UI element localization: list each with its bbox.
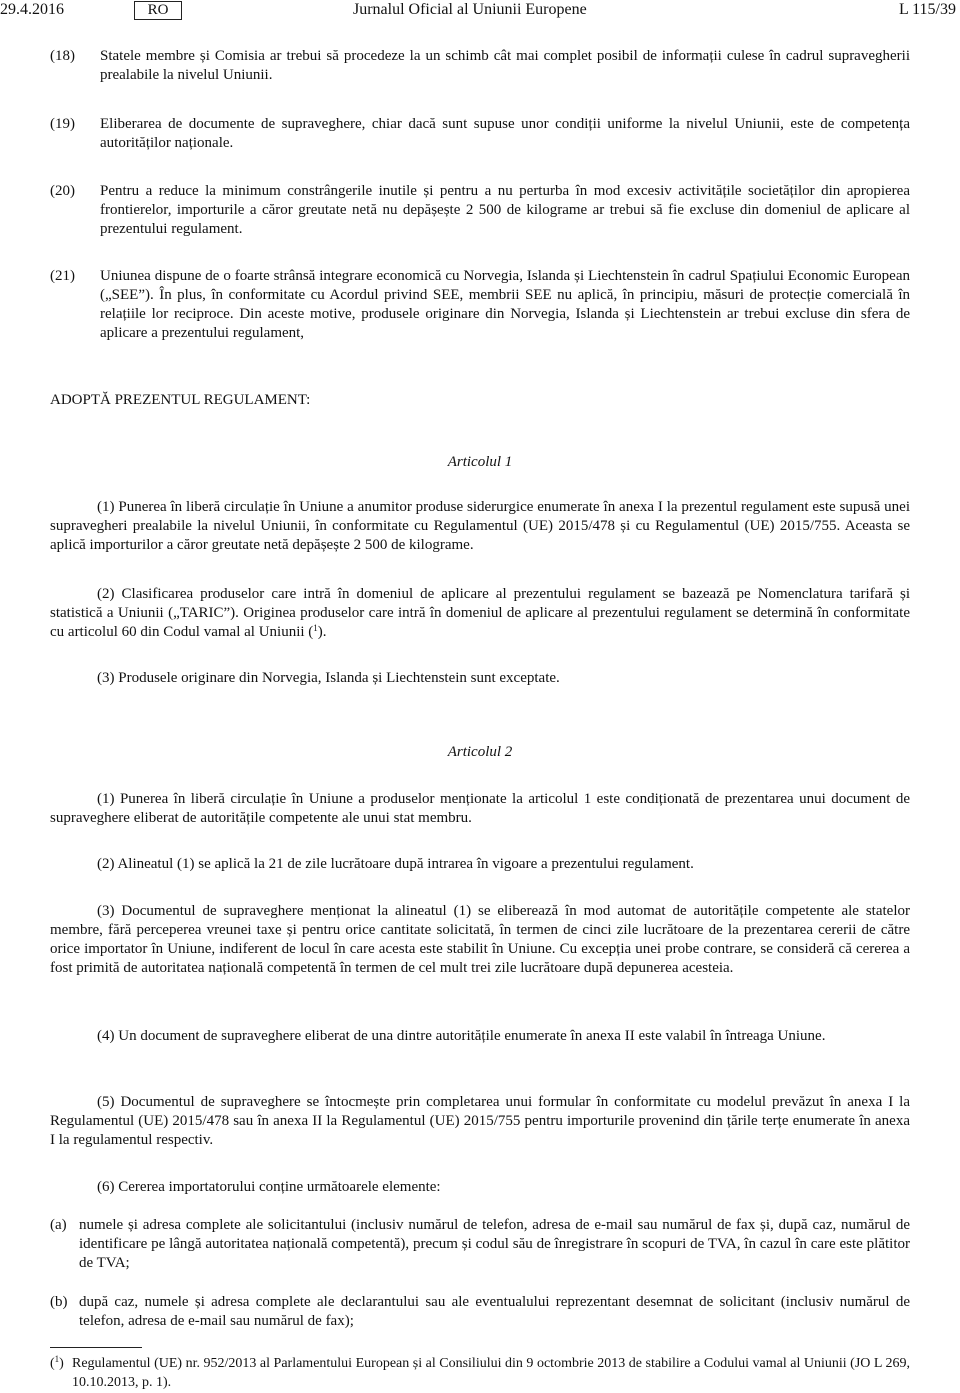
header-journal-title: Jurnalul Oficial al Uniunii Europene: [353, 1, 587, 18]
paragraph-text: Documentul de supraveghere menționat la alineatul (1) se eliberează în mod automat de autoritățile competente ale statelor membre, fără perceperea vreunei taxe și pentru orice cantitate solicitată, în termen de cinci zile lucrătoare de la prezentarea cererii de către orice importator în Uniune, indiferent de locul în care acesta este stabilit în Uniune. Cu excepția unei probe contrare, se consideră că cererea a fost primită de autoritatea națională competentă în termen de cel mult trei zile lucrătoare după depunerea acesteia.: [50, 903, 910, 976]
recital-number: (20): [50, 183, 75, 199]
header-language-box: RO: [134, 1, 182, 20]
article-paragraph: [50, 1178, 910, 1197]
paragraph-number: (1): [97, 791, 115, 807]
recital-text: Pentru a reduce la minimum constrângerile inutile și pentru a nu perturba în mod excesiv activitățile societăților din apropierea frontierelor, importurile a căror greutate netă nu depășește 2 500 de kilograme ar trebui să fie excluse din domeniul de aplicare al prezentului regulament.: [100, 183, 910, 237]
paragraph-text: Produsele originare din Norvegia, Islanda și Liechtenstein sunt exceptate.: [118, 670, 560, 686]
article-paragraph: [50, 669, 910, 688]
paragraph-text: Punerea în liberă circulație în Uniune a produselor menționate la articolul 1 este condiționată de prezentarea unui document de supraveghere eliberat de autoritățile competente ale unui stat membru.: [50, 791, 910, 826]
article-2-title: Articolul 2: [447, 744, 513, 760]
paragraph-number: (1): [97, 499, 115, 515]
footnote-number: ($^1$): [50, 1354, 64, 1371]
header-date: 29.4.2016: [0, 1, 64, 18]
article-paragraph: [50, 855, 910, 874]
paragraph-text: Cererea importatorului conține următoarele elemente:: [118, 1179, 441, 1195]
paragraph-text: Un document de supraveghere eliberat de una dintre autoritățile enumerate în anexa II este valabil în întreaga Uniune.: [118, 1028, 826, 1044]
article-paragraph: [50, 1093, 910, 1150]
paragraph-number: (5): [97, 1094, 115, 1110]
article-paragraph: [50, 585, 910, 642]
recital-text: Eliberarea de documente de supraveghere, chiar dacă sunt supuse unor condiții uniforme la nivelul Uniunii, este de competența autorităților naționale.: [100, 116, 910, 151]
adoption-formula: ADOPTĂ PREZENTUL REGULAMENT:: [50, 392, 311, 408]
paragraph-text: Punerea în liberă circulație în Uniune a anumitor produse siderurgice enumerate în anexa I la prezentul regulament este supusă unei supravegheri prealabile la nivelul Uniunii, în conformitate cu Regulamentul (UE) 2015/478 și cu Regulamentul (UE) 2015/755. Aceasta se aplică importurilor a căror greutate netă depășește 2 500 de kilograme.: [50, 499, 911, 553]
list-item-text: după caz, numele și adresa complete ale declarantului sau ale eventualului reprezentant desemnat de solicitant (inclusiv numărul de telefon, adresa de e-mail sau numărul de fax);: [79, 1294, 910, 1329]
recital-number: (18): [50, 48, 75, 64]
header-page-number: L 115/39: [898, 1, 956, 18]
paragraph-number: (3): [97, 670, 115, 686]
footnote-text: Regulamentul (UE) nr. 952/2013 al Parlamentului European și al Consiliului din 9 octombrie 2013 de stabilire a Codului vamal al Uniunii (JO L 269, 10.10.2013, p. 1).: [72, 1356, 910, 1390]
recital-number: (21): [50, 268, 75, 284]
article-paragraph: [50, 1027, 910, 1046]
paragraph-number: (2): [97, 586, 115, 602]
paragraph-number: (3): [97, 903, 115, 919]
paragraph-text-tail: ).: [317, 624, 327, 640]
article-paragraph: [50, 902, 910, 978]
footnote-reference[interactable]: 1: [313, 623, 318, 633]
paragraph-number: (4): [97, 1028, 115, 1044]
recital-text: Uniunea dispune de o foarte strânsă integrare economică cu Norvegia, Islanda și Liechtenstein în cadrul Spațiului Economic European („SEE”). În plus, în conformitate cu Acordul privind SEE, membrii SEE nu aplică, în principiu, măsuri de protecție comercială în relațiile lor reciproce. Din aceste motive, produsele originare din Norvegia, Islanda și Liechtenstein ar trebui excluse din sfera de aplicare a prezentului regulament,: [100, 268, 910, 341]
article-1-title: Articolul 1: [447, 454, 513, 470]
list-item-text: numele și adresa complete ale solicitantului (inclusiv numărul de telefon, adresa de e-mail sau numărul de fax și, după caz, numărul de identificare pe lângă autoritatea națională competentă), precum și codul său de înregistrare în scopuri de TVA, în cazul în care este plătitor de TVA;: [79, 1217, 910, 1271]
article-paragraph: [50, 790, 910, 828]
paragraph-text: Clasificarea produselor care intră în domeniul de aplicare al prezentului regulament se bazează pe Nomenclatura tarifară și statistică a Uniunii („TARIC”). Originea produselor care intră în domeniul de aplicare al prezentului regulament se determină în conformitate cu articolul 60 din Codul vamal al Uniunii (: [50, 586, 910, 640]
paragraph-number: (2): [97, 856, 115, 872]
recital-text: Statele membre și Comisia ar trebui să procedeze la un schimb cât mai complet posibil de informații culese în cadrul supravegherii prealabile la nivelul Uniunii.: [100, 48, 910, 83]
paragraph-text: Documentul de supraveghere se întocmește prin completarea unui formular în conformitate cu modelul prevăzut în anexa I la Regulamentul (UE) 2015/478 sau în anexa II la Regulamentul (UE) 2015/755 pentru importurile provenind din țările terțe enumerate în anexa I la regulamentul respectiv.: [50, 1094, 910, 1148]
recital-number: (19): [50, 116, 75, 132]
list-item-letter: (b): [50, 1294, 68, 1310]
footnote-separator: [50, 1347, 142, 1348]
paragraph-text: Alineatul (1) se aplică la 21 de zile lucrătoare după intrarea în vigoare a prezentului regulament.: [117, 856, 694, 872]
paragraph-number: (6): [97, 1179, 115, 1195]
article-paragraph: [50, 498, 910, 555]
list-item-letter: (a): [50, 1217, 67, 1233]
